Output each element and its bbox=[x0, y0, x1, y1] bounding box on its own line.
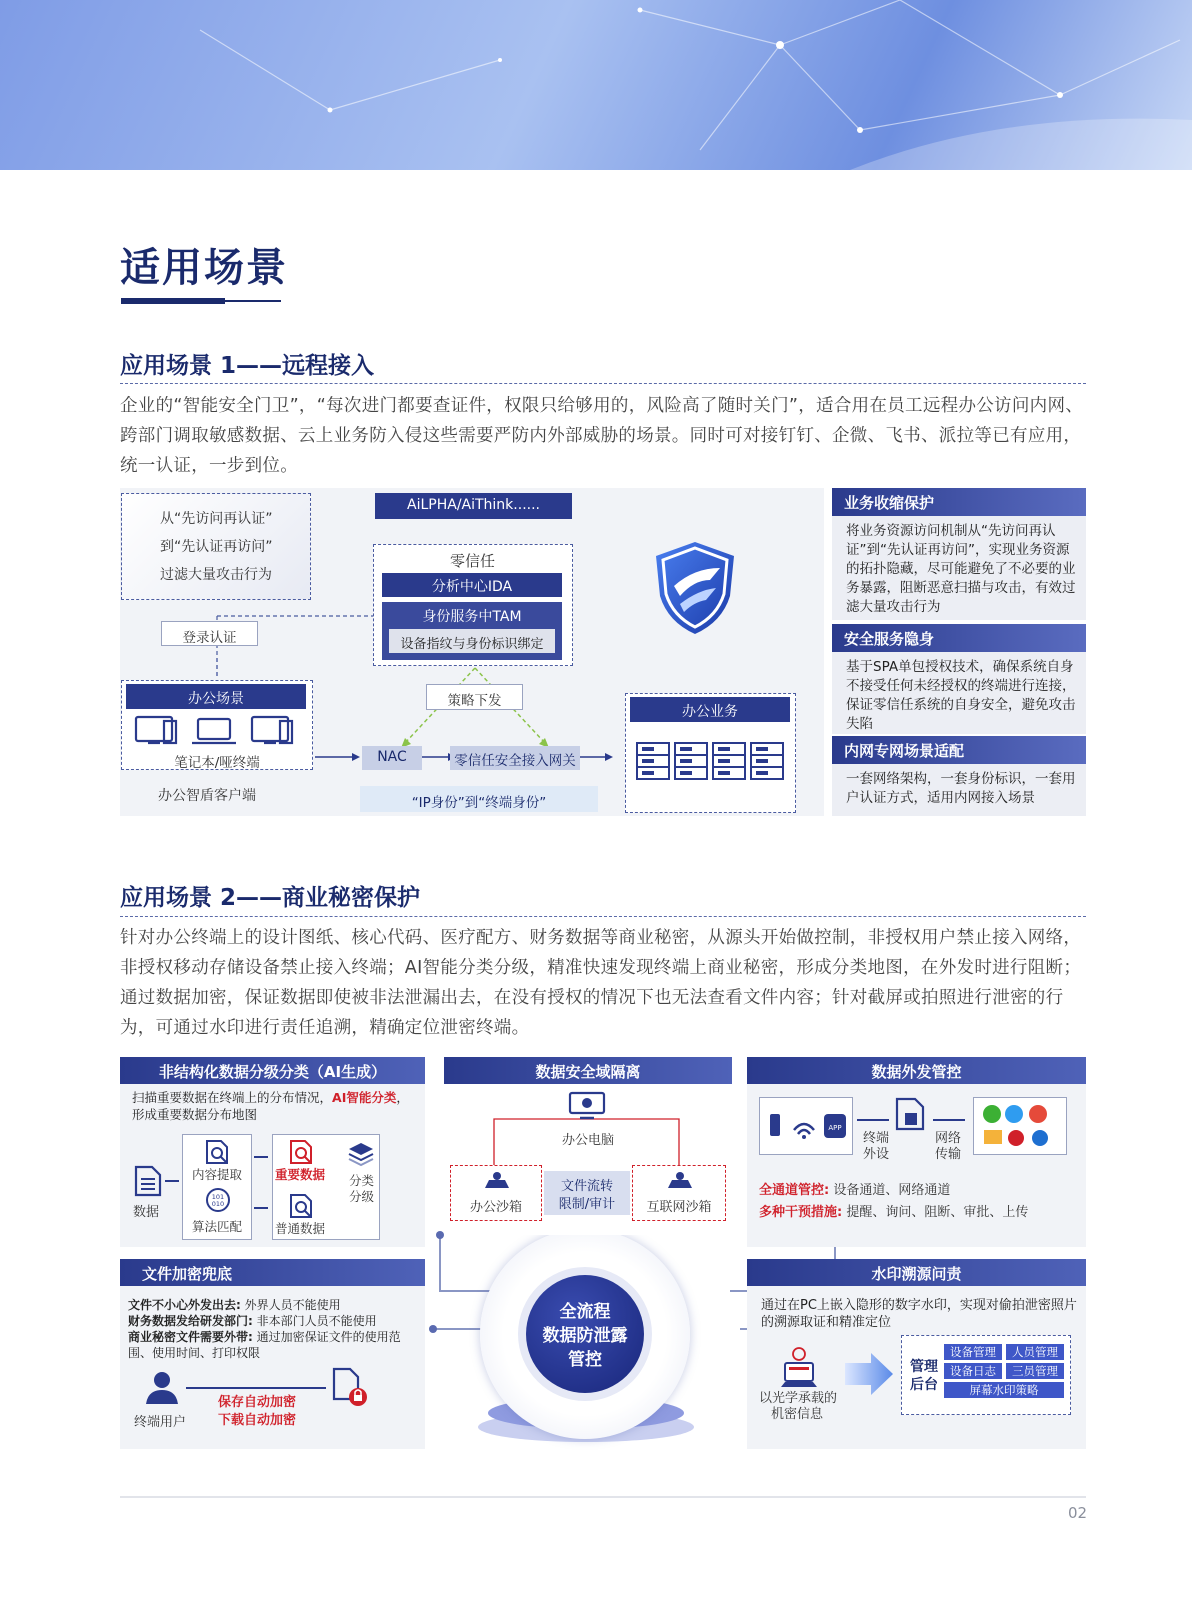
card1-desc-a: 扫描重要数据在终端上的分布情况， bbox=[132, 1090, 333, 1105]
encrypted-file-icon bbox=[332, 1367, 368, 1407]
office-pc-icon bbox=[568, 1091, 606, 1121]
scenario2-paragraph: 针对办公终端上的设计图纸、核心代码、医疗配方、财务数据等商业秘密，从源头开始做控制，非授权用户禁止接入网络，非授权移动存储设备禁止接入终端；AI智能分类分级，精准快速发现终端上商业秘密，形成分类地图，在外发时进行阻断；通过数据加密，保证数据即使被非法泄漏出去，在没有授权的情况下也无法查看文件内容；针对截屏或拍照进行泄密的行为，可通过水印进行责任追溯，精确定位泄密终端。 bbox=[120, 928, 1082, 1038]
card4-download: 下载自动加密 bbox=[218, 1413, 297, 1428]
card1-algo-label: 算法匹配 bbox=[191, 1219, 242, 1234]
side-title-2: 安全服务隐身 bbox=[832, 624, 1086, 652]
shield-icon bbox=[650, 538, 740, 638]
center-line3: 管控 bbox=[568, 1350, 602, 1370]
card3-line1 bbox=[759, 1179, 950, 1198]
arrow-right bbox=[933, 1119, 965, 1121]
tam-label: 身份服务中TAM bbox=[422, 609, 522, 625]
svg-text:APP: APP bbox=[828, 1124, 842, 1132]
auth-note-line3: 过滤大量攻击行为 bbox=[160, 567, 272, 583]
person-mgmt-tag: 人员管理 bbox=[1006, 1344, 1064, 1360]
tam-box bbox=[382, 602, 562, 660]
internet-sandbox-box bbox=[632, 1165, 726, 1221]
card5-desc: 通过在PC上嵌入隐形的数字水印，实现对偷拍泄密照片的溯源取证和精准定位 bbox=[761, 1298, 1077, 1330]
scenario2-rule bbox=[120, 916, 1086, 917]
card3-line2-red: 多种干预措施: bbox=[759, 1205, 843, 1220]
scenario1-heading: 应用场景 1——远程接入 bbox=[120, 353, 375, 379]
nac-box: NAC bbox=[362, 746, 422, 770]
client-label: 办公智盾客户端 bbox=[158, 788, 256, 804]
card3-title: 数据外发管控 bbox=[747, 1057, 1086, 1084]
card5-admin2: 后台 bbox=[910, 1377, 938, 1393]
auth-note-line1: 从“先访问再认证” bbox=[160, 511, 273, 527]
card3-terminal1: 终端 bbox=[863, 1131, 890, 1146]
page-number: 02 bbox=[1068, 1504, 1088, 1522]
card2-flow1: 文件流转 bbox=[560, 1179, 613, 1194]
card3-network2: 传输 bbox=[935, 1147, 962, 1162]
auth-note-line2: 到“先认证再访问” bbox=[160, 539, 273, 555]
office-scene-title: 办公场景 bbox=[126, 684, 306, 709]
admin-box bbox=[901, 1335, 1071, 1415]
card5-title: 水印溯源问责 bbox=[747, 1259, 1086, 1286]
side-body-3: 一套网络架构，一套身份标识，一套用户认证方式，适用内网接入场景 bbox=[832, 764, 1086, 816]
big-arrow-icon bbox=[843, 1351, 895, 1397]
card2-pc-label: 办公电脑 bbox=[561, 1133, 614, 1148]
important-document-icon bbox=[289, 1139, 315, 1165]
card3-line2-text: 提醒、询问、阻断、审批、上传 bbox=[842, 1205, 1029, 1220]
policy-issue-label: 策略下发 bbox=[426, 684, 523, 710]
svg-text:101: 101 bbox=[211, 1193, 225, 1201]
footer-line bbox=[120, 1496, 1086, 1498]
three-role-tag: 三员管理 bbox=[1006, 1363, 1064, 1379]
card1-arrow-2 bbox=[254, 1156, 268, 1158]
side-title-3: 内网专网场景适配 bbox=[832, 736, 1086, 764]
card4-title: 文件加密兜底 bbox=[120, 1259, 425, 1286]
scenario2-diagram bbox=[120, 1057, 1086, 1449]
zero-trust-title: 零信任 bbox=[449, 552, 495, 570]
layers-icon bbox=[347, 1141, 375, 1169]
card2-flow2: 限制/审计 bbox=[558, 1197, 616, 1212]
center-line1: 全流程 bbox=[559, 1302, 611, 1322]
card4-line3-text: 通过加密保证文件的使用范围、使用时间、打印权限 bbox=[128, 1330, 401, 1360]
card1-desc-b: ，形成重要数据分布地图 bbox=[132, 1090, 409, 1122]
card4-arrow bbox=[186, 1387, 326, 1389]
login-auth-label: 登录认证 bbox=[161, 621, 258, 646]
ida-box: 分析中心IDA bbox=[382, 573, 562, 597]
card3-network1: 网络 bbox=[935, 1131, 962, 1146]
card1-desc-red: AI智能分类 bbox=[332, 1090, 397, 1105]
laptop-label: 笔记本/哑终端 bbox=[174, 755, 260, 771]
card1-classify1: 分类 bbox=[349, 1173, 375, 1188]
card1-classify2: 分级 bbox=[349, 1189, 375, 1204]
office-sandbox-box bbox=[450, 1165, 542, 1221]
card1-arrow-3 bbox=[254, 1207, 268, 1209]
card-outbound bbox=[747, 1057, 1086, 1247]
flow-box bbox=[544, 1171, 630, 1215]
card1-important-label: 重要数据 bbox=[275, 1167, 326, 1182]
center-line2: 数据防泄露 bbox=[542, 1326, 628, 1346]
card4-line2-text: 非本部门人员不能使用 bbox=[252, 1314, 377, 1328]
card5-admin1: 管理 bbox=[910, 1359, 938, 1375]
card1-data-label: 数据 bbox=[133, 1205, 160, 1220]
binding-label: 设备指纹与身份标识绑定 bbox=[389, 629, 555, 653]
network-pattern-graphic bbox=[0, 0, 1192, 170]
binary-code-icon bbox=[205, 1187, 231, 1213]
peripherals-box bbox=[759, 1097, 853, 1155]
card1-process-box bbox=[182, 1134, 252, 1240]
card5-carrier2: 机密信息 bbox=[771, 1407, 824, 1422]
card1-desc bbox=[132, 1089, 417, 1123]
sandbox-icon bbox=[666, 1170, 694, 1190]
card3-line1-red: 全通道管控: bbox=[759, 1183, 830, 1198]
normal-document-icon bbox=[289, 1193, 315, 1219]
search-document-icon bbox=[205, 1139, 231, 1165]
card4-user-label: 终端用户 bbox=[134, 1415, 187, 1430]
card1-result-box bbox=[272, 1134, 380, 1240]
device-mgmt-tag: 设备管理 bbox=[944, 1344, 1002, 1360]
card4-line2 bbox=[128, 1313, 420, 1329]
card4-line3 bbox=[128, 1329, 420, 1361]
scenario2-heading: 应用场景 2——商业秘密保护 bbox=[120, 885, 421, 911]
document-icon bbox=[134, 1165, 162, 1197]
scenario1-rule bbox=[120, 383, 1086, 384]
card1-title: 非结构化数据分级分类（AI生成） bbox=[120, 1057, 425, 1084]
card5-carrier1: 以光学承载的 bbox=[759, 1391, 838, 1406]
card4-line1-text: 外界人员不能使用 bbox=[240, 1298, 341, 1312]
office-scene-box bbox=[121, 680, 313, 770]
card4-line3-bold: 商业秘密文件需要外带: bbox=[128, 1330, 253, 1344]
card4-save: 保存自动加密 bbox=[218, 1395, 297, 1410]
card-classification bbox=[120, 1057, 425, 1247]
gateway-box: 零信任安全接入网关 bbox=[450, 746, 580, 770]
card3-terminal2: 外设 bbox=[863, 1147, 890, 1162]
title-underline bbox=[121, 298, 225, 304]
svg-text:010: 010 bbox=[211, 1200, 225, 1208]
server-icons bbox=[636, 742, 786, 780]
card2-office-sandbox: 办公沙箱 bbox=[469, 1200, 522, 1215]
card-isolation bbox=[444, 1057, 732, 1235]
card1-normal-label: 普通数据 bbox=[275, 1221, 326, 1236]
identity-shift-label: “IP身份”到“终端身份” bbox=[360, 786, 598, 812]
card1-arrow-1 bbox=[165, 1180, 179, 1182]
usb-wifi-app-icons bbox=[766, 1110, 850, 1142]
side-body-2: 基于SPA单包授权技术，确保系统自身不接受任何未经授权的终端进行连接，保证零信任系统的自身安全，避免攻击失陷 bbox=[832, 652, 1086, 734]
card3-line2 bbox=[759, 1201, 1028, 1220]
title-underline-thin bbox=[225, 300, 281, 302]
card1-extract-label: 内容提取 bbox=[191, 1167, 242, 1182]
scenario1-paragraph: 企业的“智能安全门卫”，“每次进门都要查证件，权限只给够用的，风险高了随时关门”，适合用在员工远程办公访问内网、跨部门调取敏感数据、云上业务防入侵这些需要严防内外部威胁的场景。同时可对接钉钉、企微、飞书、派拉等已有应用，统一认证，一步到位。 bbox=[120, 396, 1084, 476]
device-log-tag: 设备日志 bbox=[944, 1363, 1002, 1379]
side-body-1: 将业务资源访问机制从“先访问再认证”到“先认证再访问”，实现业务资源的拓扑隐藏，尽可能避免了不必要的业务暴露，阻断恶意扫描与攻击，有效过滤大量攻击行为 bbox=[832, 516, 1086, 620]
ailpha-label: AiLPHA/AiThink...... bbox=[375, 493, 572, 519]
desktop-laptop-icons bbox=[134, 715, 300, 749]
watermark-policy-tag: 屏幕水印策略 bbox=[944, 1382, 1064, 1398]
card4-line1-bold: 文件不小心外发出去: bbox=[128, 1298, 241, 1312]
sandbox-icon bbox=[483, 1170, 511, 1190]
card3-line1-text: 设备通道、网络通道 bbox=[829, 1183, 951, 1198]
auth-note-box bbox=[121, 493, 311, 600]
page-title: 适用场景 bbox=[120, 245, 288, 291]
side-title-1: 业务收缩保护 bbox=[832, 488, 1086, 516]
scenario1-diagram bbox=[120, 488, 824, 816]
office-business-title: 办公业务 bbox=[630, 697, 790, 722]
arrow-left bbox=[857, 1119, 889, 1121]
card2-internet-sandbox: 互联网沙箱 bbox=[646, 1200, 712, 1215]
office-business-box bbox=[625, 693, 796, 813]
center-core bbox=[526, 1275, 644, 1393]
user-icon bbox=[144, 1371, 180, 1405]
card-encryption bbox=[120, 1259, 425, 1449]
document-search-icon bbox=[895, 1097, 929, 1131]
card4-line2-bold: 财务数据发给研发部门: bbox=[128, 1314, 253, 1328]
card4-text bbox=[128, 1297, 420, 1361]
card-watermark bbox=[747, 1259, 1086, 1449]
apps-box bbox=[973, 1097, 1067, 1155]
messaging-apps-icons bbox=[980, 1102, 1064, 1152]
card4-line1 bbox=[128, 1297, 420, 1313]
card2-title: 数据安全域隔离 bbox=[444, 1057, 732, 1084]
hero-banner bbox=[0, 0, 1192, 170]
zero-trust-box bbox=[373, 544, 573, 666]
